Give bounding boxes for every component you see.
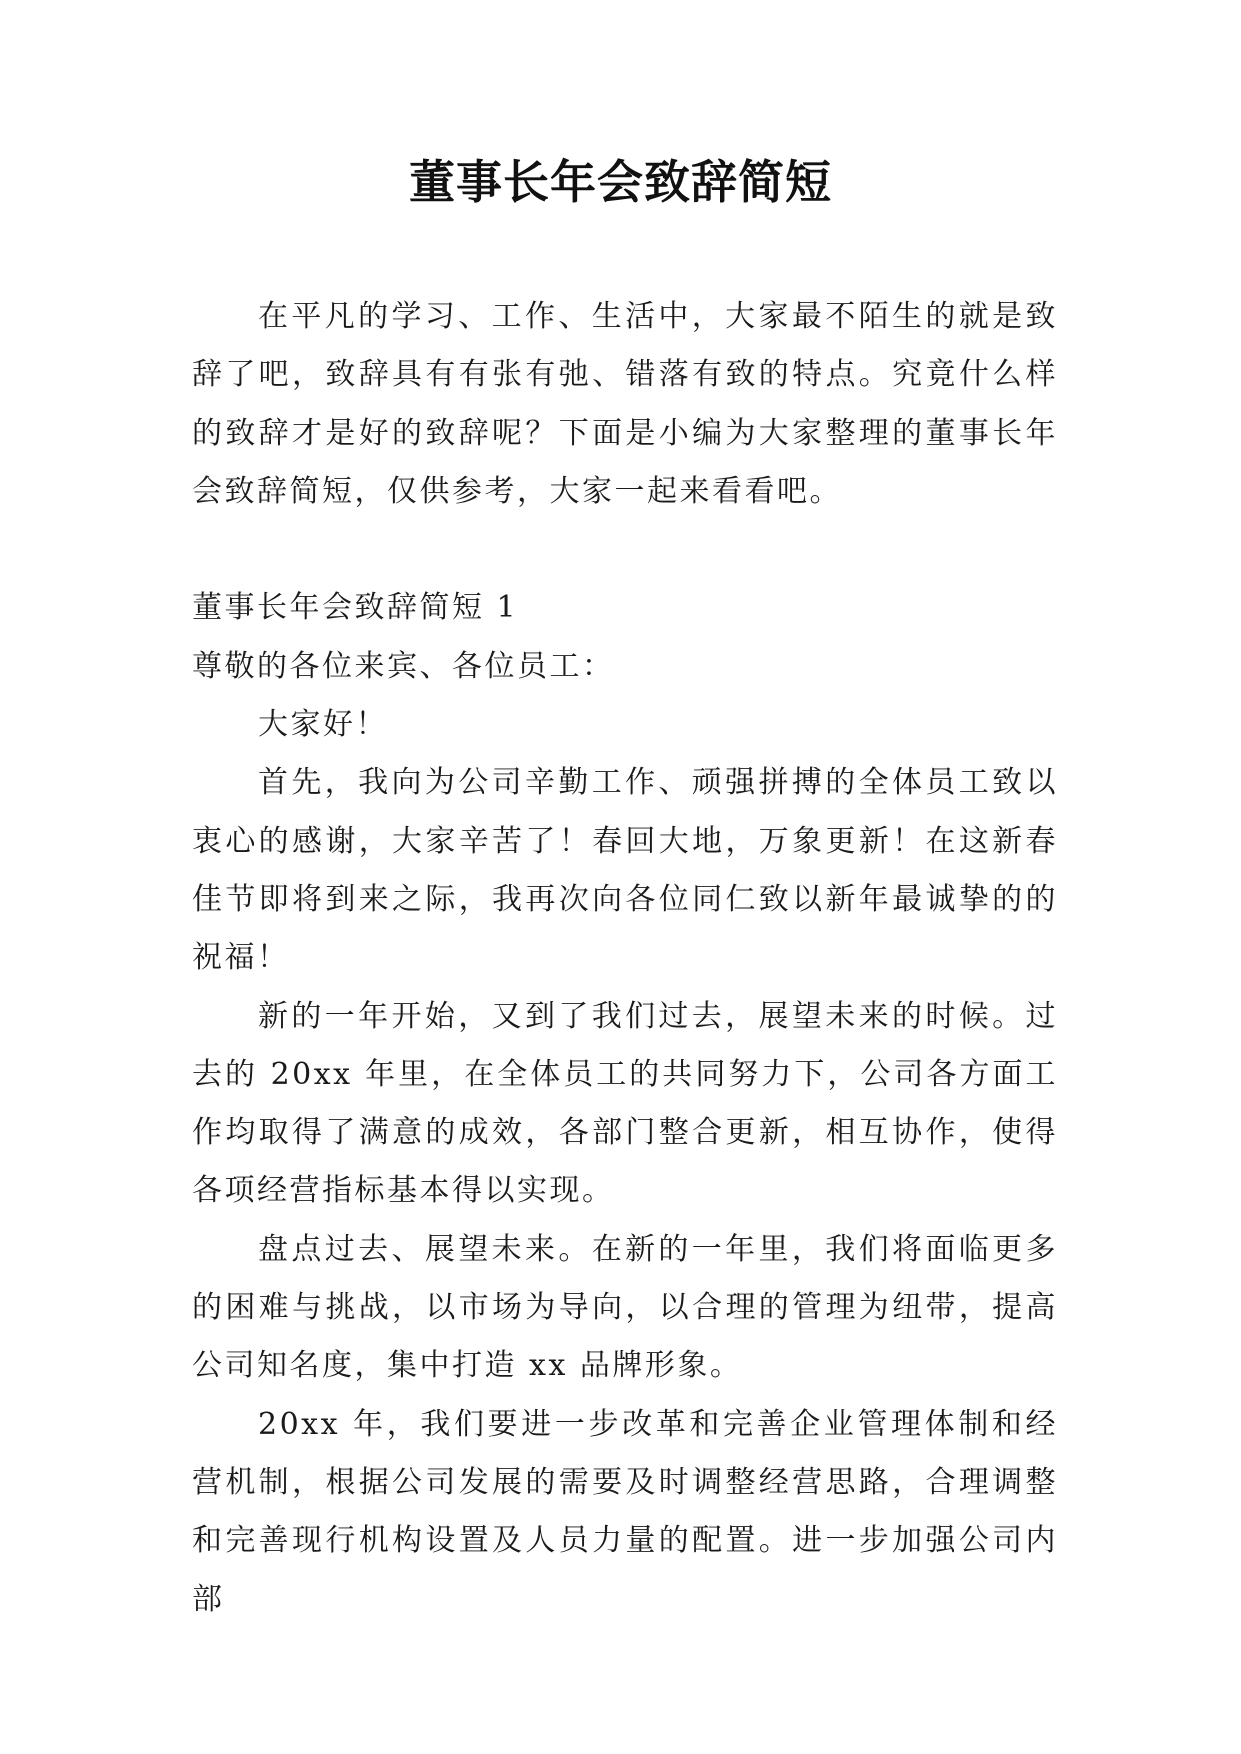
intro-paragraph: 在平凡的学习、工作、生活中，大家最不陌生的就是致辞了吧，致辞具有有张有弛、错落有致的特点。究竟什么样的致辞才是好的致辞呢？下面是小编为大家整理的董事长年会致辞简短，仅供参考，大家一起来看看吧。 (192, 299, 1058, 509)
body-paragraph-4: 20xx 年，我们要进一步改革和完善企业管理体制和经营机制，根据公司发展的需要及时调整经营思路，合理调整和完善现行机构设置及人员力量的配置。进一步加强公司内部 (192, 1406, 1058, 1617)
document-title: 董事长年会致辞简短 (409, 155, 832, 209)
salutation: 尊敬的各位来宾、各位员工： (192, 648, 615, 684)
body-paragraph-1: 首先，我向为公司辛勤工作、顽强拼搏的全体员工致以衷心的感谢，大家辛苦了！春回大地，万象更新！在这新春佳节即将到来之际，我再次向各位同仁致以新年最诚挚的的祝福！ (192, 765, 1058, 976)
greeting: 大家好！ (258, 707, 388, 743)
paragraph-gap (192, 521, 1058, 579)
section-heading: 董事长年会致辞简短 1 (192, 590, 519, 626)
body-paragraph-3: 盘点过去、展望未来。在新的一年里，我们将面临更多的困难与挑战，以市场为导向，以合理的管理为纽带，提高公司知名度，集中打造 xx 品牌形象。 (192, 1231, 1058, 1384)
document-body (192, 288, 1058, 1629)
body-paragraph-2: 新的一年开始，又到了我们过去，展望未来的时候。过去的 20xx 年里，在全体员工的共同努力下，公司各方面工作均取得了满意的成效，各部门整合更新，相互协作，使得各项经营指标基本得以实现。 (192, 998, 1058, 1209)
